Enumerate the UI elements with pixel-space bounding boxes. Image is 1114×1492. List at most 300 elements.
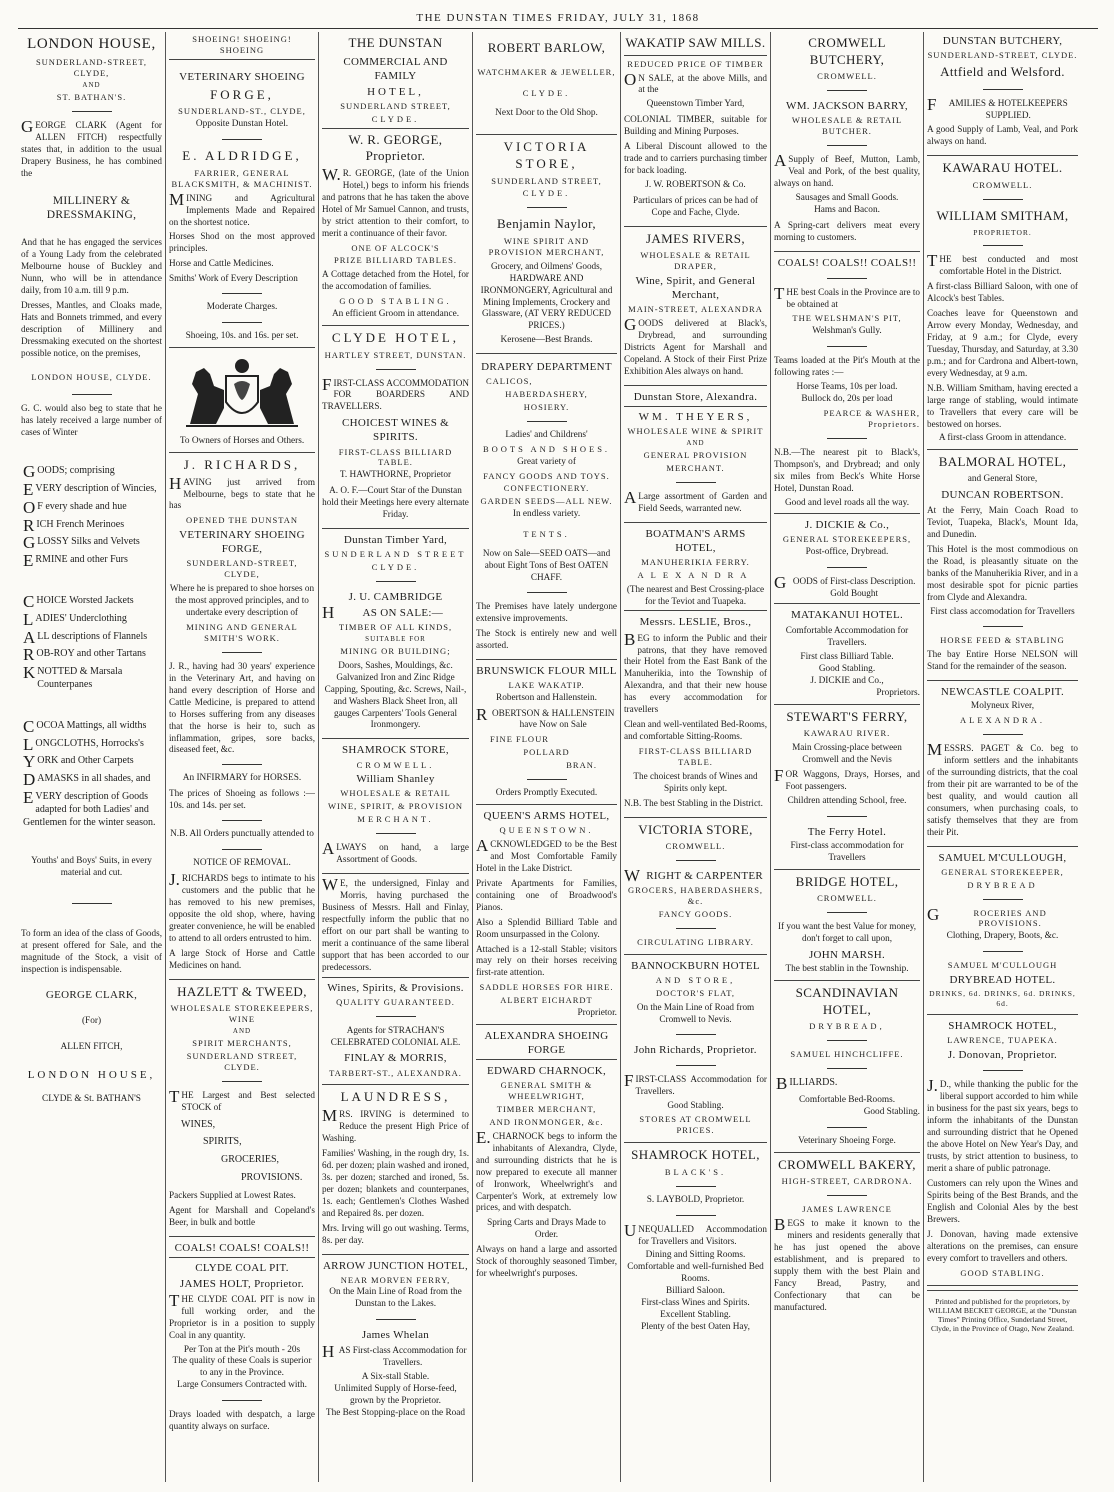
ad-name: S. LAYBOLD, Proprietor. [646, 1194, 745, 1205]
ad-paragraph: FAMILIES & HOTELKEEPERS SUPPLIED. [927, 94, 1068, 120]
ad-paragraph: Customers can rely upon the Wines and Spirits being of the Best Brands, and the English and Colonial Ales by the best Brewers. [927, 1177, 1078, 1224]
ad-paragraph: BEG to inform the Public and their patrons, that they have removed their Hotel from the East Bank of the Manuherikia, into the Township of Alexandra, and that their new house has every accommodation for travellers [624, 629, 767, 715]
ad-paragraph: ALWAYS on hand, a large Assortment of Goods. [322, 839, 469, 865]
alexandra-shoeing-forge-ad [476, 1029, 617, 1287]
divider [376, 1319, 416, 1320]
column-4 [473, 32, 621, 1482]
ad-trade: FARRIER, GENERAL BLACKSMITH, & MACHINIST. [171, 167, 313, 189]
list-item: PROVISIONS. [241, 1171, 303, 1183]
list-item: CHOICE Worsted Jackets [23, 592, 134, 612]
ad-address: CROMWELL. [356, 759, 435, 770]
list-item: ROB-ROY and other Tartans [23, 645, 146, 665]
ad-address: TARBERT-ST., ALEXANDRA. [329, 1067, 462, 1078]
ad-paragraph: THE CLYDE COAL PIT is now in full working order, and the Proprietor is in a position to supply Coal in any quantity. [169, 1290, 315, 1340]
ad-paragraph: Youths' and Boys' Suits, in every material and cut. [31, 855, 152, 878]
divider [222, 849, 262, 850]
divider [676, 928, 716, 929]
divider [827, 1127, 867, 1128]
boatmans-arms-ad [624, 527, 767, 818]
ad-title: Dunstan Timber Yard, [343, 534, 448, 547]
ad-address: LAKE WAKATIP. [508, 679, 585, 690]
ad-address: SUNDERLAND STREET, CLYDE. [186, 1050, 298, 1072]
ad-address: CROMWELL. [972, 180, 1033, 191]
ad-line: MINING OR BUILDING; [340, 645, 451, 656]
clyde-hotel-ad [322, 330, 469, 529]
ad-title: LONDON HOUSE, [27, 36, 156, 52]
dunstan-store-ad [624, 390, 767, 523]
list-item: SPIRITS, [203, 1136, 242, 1148]
divider [827, 1195, 867, 1196]
divider [827, 816, 867, 817]
signature-location: CLYDE & St. BATHAN'S [42, 1094, 141, 1105]
signature-name: GEORGE CLARK, [45, 989, 138, 1002]
ad-paragraph: Where he is prepared to shoe horses on the most approved principles, and to undertake every description of [169, 583, 315, 618]
ad-address: KAWARAU RIVER. [803, 728, 891, 739]
ad-paragraph: J.D., while thanking the public for the liberal support accorded to him while in business for the past six years, begs to inform the inhabitants of the Dunstan and surrounding district that he Opened the above Hotel on New Year's Day, and trusts, by strict attention to business, to merit a share of public patronage. [927, 1076, 1078, 1174]
ad-line: and General Store, [967, 473, 1038, 484]
ad-address: BLACK'S. [664, 1166, 727, 1177]
ad-line: SUITABLE FOR [365, 634, 426, 643]
ad-address: CROMWELL. [817, 71, 877, 82]
ad-line: T. HAWTHORNE, Proprietor [339, 470, 452, 481]
ad-title: SAMUEL M'CULLOUGH, [938, 851, 1067, 864]
ad-paragraph: ROBERTSON & HALLENSTEIN have Now on Sale [476, 704, 615, 730]
ad-line: Good Stabling. [818, 664, 876, 675]
ad-line: Molyneux River, [970, 701, 1035, 712]
ad-paragraph: ASupply of Beef, Mutton, Lamb, Veal and Pork, of the best quality, always on hand. [774, 150, 920, 188]
ad-heading: HAS ON SALE:— [322, 602, 444, 622]
ad-paragraph: A Liberal Discount allowed to the trade and to carriers purchasing timber for back loading. [624, 141, 767, 176]
ad-name: J. RICHARDS, [183, 456, 301, 472]
spacer [21, 442, 162, 460]
ad-paragraph: Clean and well-ventilated Bed-Rooms, and comfortable Sitting-Rooms. [624, 719, 767, 742]
ad-line: GENERAL PROVISION [643, 450, 748, 461]
ad-address: SUNDERLAND STREET, [491, 175, 602, 186]
hazlett-tweed-ad [169, 984, 315, 1237]
ad-name: WRIGHT & CARPENTER [624, 866, 764, 886]
ad-line: Veterinary Shoeing Forge. [798, 1135, 896, 1146]
ad-line: STORES AT CROMWELL PRICES. [639, 1114, 752, 1136]
ad-paragraph: THE best conducted and most comfortable Hotel in the District. [927, 251, 1078, 277]
clyde-coal-pit-ad [169, 1241, 315, 1441]
ad-name: J. DICKIE & Co., [804, 519, 890, 532]
ad-address: ALEXANDRA. [959, 715, 1045, 726]
ad-paragraph: Smiths' Work of Every Description [169, 273, 298, 284]
ad-line: WHOLESALE & RETAIL [340, 788, 451, 799]
ad-heading: DRAPERY DEPARTMENT [476, 353, 617, 374]
ad-heading: The Ferry Hotel. [807, 825, 887, 838]
ad-line: AND IRONMONGER, &c. [489, 1116, 604, 1127]
advertisement-columns [18, 32, 1098, 1482]
ad-paragraph: (The nearest and Best Crossing-place for the Teviot and Tuapeka. [626, 583, 765, 606]
ad-name: J. U. CAMBRIDGE [348, 590, 443, 603]
ad-line: Proprietors. [876, 687, 920, 698]
spacer [21, 834, 162, 852]
ad-line: Comfortable Bed-Rooms. [798, 1094, 896, 1105]
ad-line: In endless variety. [512, 509, 581, 520]
divider [222, 652, 262, 653]
divider [676, 1065, 716, 1066]
ad-title: SHAMROCK HOTEL, [631, 1147, 760, 1163]
ad-line: First class accomodation for Travellers [930, 606, 1075, 617]
ad-line: DRINKS, 6d. DRINKS, 6d. DRINKS, 6d. [929, 989, 1076, 1008]
divider [827, 1068, 867, 1069]
ad-paragraph: The Stock is entirely new and well assorted. [476, 627, 617, 650]
ad-title: COALS! COALS!! COALS!! [777, 256, 917, 269]
ad-title: QUEEN'S ARMS HOTEL, [483, 809, 610, 822]
kawarau-hotel-ad [927, 160, 1078, 450]
spacer [21, 697, 162, 715]
ad-line: An efficient Groom in attendance. [331, 309, 460, 320]
divider [376, 833, 416, 834]
ad-house: LONDON HOUSE, CLYDE. [31, 371, 152, 382]
ad-paragraph: The choicest brands of Wines and Spirits only kept. [633, 770, 758, 793]
divider [827, 278, 867, 279]
ad-title: MATAKANUI HOTEL. [774, 603, 920, 622]
list-item: GLOSSY Silks and Velvets [23, 533, 140, 553]
ad-title: NEWCASTLE COALPIT. [940, 686, 1065, 699]
divider [983, 899, 1023, 900]
arrow-junction-hotel-ad [322, 1259, 469, 1424]
ad-line: GENERAL STOREKEEPERS, [782, 534, 912, 545]
ad-line: First-class Wines and Spirits. [641, 1298, 750, 1309]
ad-address: SUNDERLAND-STREET, CLYDE, [35, 57, 148, 79]
ad-line: Sausages and Small Goods. [795, 192, 899, 203]
ad-line: MINING AND GENERAL SMITH'S WORK. [186, 622, 298, 643]
ad-paragraph: FIRST-CLASS Accommodation for Travellers. [624, 1070, 767, 1096]
ad-line: FANCY GOODS. [658, 909, 733, 920]
ad-paragraph: GEORGE CLARK (Agent for ALLEN FITCH) respectfully states that, in addition to the usual Drapery Business, he has combined the [21, 116, 162, 178]
ad-line: An INFIRMARY for HORSES. [182, 773, 302, 784]
ad-paragraph: Coaches leave for Queenstown and Arrow every Monday, Wednesday, and Friday, at 9 a.m.; for Clyde, every Tuesday, Thursday, and Saturday, at 3.30 p.m.; and for Cardrona and Albert-town, every Wednesday, at 9 a.m. [927, 307, 1078, 378]
ad-paragraph: On the Main Line of Road from Cromwell to Nevis. [636, 1001, 755, 1024]
ad-paragraph: To form an idea of the class of Goods, at present offered for Sale, and the magnitude of the Stock, a visit of inspection is indispensable. [21, 928, 162, 975]
ad-line: WHOLESALE & RETAIL BUTCHER. [791, 115, 903, 137]
ad-line: BOOTS AND SHOES. [482, 443, 611, 454]
ad-line: A Six-stall Stable. [361, 1372, 430, 1383]
ad-paragraph: ALarge assortment of Garden and Field Seeds, warranted new. [624, 487, 767, 513]
ad-heading: MILLINERY & DRESSMAKING, [46, 194, 137, 222]
ad-line: N.B. All Orders punctually attended to [170, 829, 314, 840]
ad-line: Good Stabling. [863, 1106, 920, 1117]
signature-for: (For) [81, 1016, 102, 1027]
ad-line: TIMBER OF ALL KINDS, [338, 622, 453, 632]
spacer [21, 572, 162, 590]
queens-arms-hotel-ad [476, 809, 617, 1025]
ad-paragraph: At the Ferry, Main Coach Road to Teviot, Tuapeka, Black's, Mount Ida, and Dunedin. [927, 504, 1078, 539]
horse-owners-ad [169, 354, 315, 453]
ad-line: Queenstown Timber Yard, [646, 99, 745, 110]
ad-line: Plenty of the best Oaten Hay, [641, 1321, 750, 1332]
ad-paragraph: This Hotel is the most commodious on the Road, is pleasantly situate on the banks of the Manuherikia River, and in a most desirable spot for picnic parties from Clyde and Alexandra. [927, 543, 1078, 602]
ad-line: Post-office, Drybread. [805, 547, 889, 558]
ad-paragraph: N.B.—The nearest pit to Black's, Thompson's, and Drybread; and only six miles from Beck's White Horse Hotel, Dunstan Road. [774, 446, 920, 493]
ad-name: JOHN MARSH. [808, 949, 886, 962]
balmoral-hotel-ad [927, 454, 1078, 681]
ad-line: NOTICE OF REMOVAL. [193, 858, 291, 869]
ad-address: MAIN-STREET, ALEXANDRA [628, 304, 763, 315]
list-item: ERMINE and other Furs [23, 551, 128, 571]
divider [527, 592, 567, 593]
ad-name: WM. JACKSON BARRY, [786, 100, 908, 113]
divider [72, 394, 112, 395]
list-item: LONGCLOTHS, Horrocks's [23, 734, 144, 754]
ad-line: SPIRIT MERCHANTS, [192, 1037, 292, 1048]
ad-line: WATCHMAKER & JEWELLER, [477, 66, 616, 77]
ad-line: MERCHANT. [666, 462, 725, 473]
ad-paragraph: E.CHARNOCK begs to inform the inhabitants of Alexandra, Clyde, and surrounding districts that he is now prepared to execute all manner of Ironwork, Wheelwright's and Carpenter's Work, at extremely low prices, and with despatch. [476, 1127, 617, 1213]
ad-line: Good and level roads all the way. [784, 497, 910, 508]
column-6 [771, 32, 924, 1482]
ad-address: DRYBREAD, [809, 1021, 885, 1032]
ad-line: CIRCULATING LIBRARY. [637, 936, 754, 947]
ad-line: WINE SPIRIT AND PROVISION MERCHANT, [488, 235, 605, 257]
ad-heading: Wines, Spirits, & Provisions. [322, 977, 469, 995]
shamrock-store-ad [322, 743, 469, 874]
bridge-hotel-ad [774, 874, 920, 981]
ad-address: SUNDERLAND STREET, [340, 100, 451, 111]
ad-paragraph: Spring Carts and Drays Made to Order. [487, 1217, 606, 1240]
dunstan-butchery-ad [927, 34, 1078, 156]
divider [827, 346, 867, 347]
divider [827, 90, 867, 91]
column-1 [18, 32, 166, 1482]
ad-paragraph: The Premises have lately undergone extensive improvements. [476, 600, 617, 623]
ad-name: EDWARD CHARNOCK, [476, 1059, 617, 1078]
ad-line: Hams and Bacon. [814, 204, 880, 215]
divider [376, 369, 416, 370]
ad-line: GROCERIES AND PROVISIONS. [927, 904, 1047, 929]
horse-crest-icon [169, 354, 315, 430]
ad-line: Moderate Charges. [206, 302, 278, 313]
ad-paragraph: A good Supply of Lamb, Veal, and Pork always on hand. [927, 124, 1078, 147]
ad-line: REDUCED PRICE OF TIMBER [624, 55, 767, 70]
ad-line: Orders Promptly Executed. [495, 788, 598, 799]
newcastle-coalpit-ad [927, 685, 1078, 846]
ad-name: Attfield and Welsford. [940, 63, 1065, 79]
ad-line: ALBERT EICHARDT [500, 995, 593, 1006]
ad-line: BRAN. [566, 760, 597, 771]
ad-paragraph: Particulars of prices can be had of Cope and Fache, Clyde. [632, 194, 758, 217]
ad-title: SHAMROCK HOTEL, [948, 1020, 1057, 1033]
ad-line: The Best Stopping-place on the Road [325, 1407, 466, 1418]
wakatip-saw-mills-ad [624, 35, 767, 227]
ad-name: JAMES HOLT, Proprietor. [179, 1277, 305, 1290]
ad-name: Messrs. LESLIE, Bros., [624, 610, 767, 629]
divider [983, 199, 1023, 200]
ad-paragraph: W.R. GEORGE, (late of the Union Hotel,) begs to inform his friends and patrons that he has taken the above Hotel of Mr Samuel Cannon, and trusts, by strict attention to their comfort, to merit a continuance of their favor. [322, 164, 469, 238]
ad-title: COMMERCIAL AND FAMILY [343, 55, 448, 82]
ad-paragraph: Now on Sale—SEED OATS—and about Eight Tons of Best OATEN CHAFF. [482, 548, 611, 582]
timber-yard-ad [322, 533, 469, 739]
column-5 [621, 32, 771, 1482]
ad-line: Great variety of [517, 456, 576, 467]
ad-paragraph: A first-class Billiard Saloon, with one of Alcock's best Tables. [927, 281, 1078, 303]
divider [527, 779, 567, 780]
ad-title: VICTORIA STORE, [638, 821, 753, 837]
ad-paragraph: And that he has engaged the services of a Young Lady from the celebrated Melbourne house of Buckley and Nunn, who will be in attendance daily, from 10 a.m. till 9 p.m. [21, 236, 162, 295]
list-item: ALL descriptions of Flannels [23, 627, 148, 647]
ad-line: MERCHANT. [357, 814, 434, 825]
ad-paragraph: Families' Washing, in the rough dry, 1s. 6d. per dozen; plain washed and ironed, 3s. per dozen; starched and ironed, 5s. per dozen; blankets and counterpanes, 1s. each; Gentlemen's Clothes Washed and Repaired 8s. per dozen. [322, 1147, 469, 1218]
ad-title: DRYBREAD HOTEL. [949, 974, 1056, 987]
richards-forge-ad [169, 457, 315, 980]
ad-line: GENERAL SMITH & WHEELWRIGHT, [500, 1080, 593, 1102]
ad-line: PROPRIETOR. [973, 227, 1032, 237]
list-item: EVERY description of Wincies, [23, 480, 157, 500]
list-item: OF every shade and hue [23, 497, 127, 517]
ad-line: Good Stabling. [667, 1100, 724, 1111]
ad-line: FANCY GOODS AND TOYS. [483, 470, 610, 481]
ad-line: Ladies' and Childrens' [505, 429, 588, 440]
newspaper-page [18, 8, 1098, 1484]
list-item: LADIES' Underclothing [23, 609, 127, 629]
ad-paragraph: Agents for STRACHAN'S CELEBRATED COLONIAL ALE. [330, 1024, 461, 1047]
ad-title: ARROW JUNCTION HOTEL, [322, 1259, 469, 1272]
ad-title: AND STORE, [655, 974, 736, 985]
bannockburn-hotel-ad [624, 959, 767, 1143]
ad-name: W. R. GEORGE, Proprietor. [322, 128, 469, 165]
ad-paragraph: Dresses, Mantles, and Cloaks made, Hats and Bonnets trimmed, and every description of Millinery and Dressmaking executed on the shortest possible notice, on the premises, [21, 299, 162, 358]
ad-paragraph: MESSRS. PAGET & Co. beg to inform settlers and the inhabitants of the surrounding districts, that the coal from their pit are warranted to be of the best quality, and would caution all consumers, when purchasing coals, to satisfy themselves that they are from their Pit. [927, 740, 1078, 837]
ad-paragraph: FOR Waggons, Drays, Horses, and Foot passengers. [774, 766, 920, 792]
ad-line: Horse Teams, 10s per load. [796, 382, 898, 393]
divider [222, 1081, 262, 1082]
ad-paragraph: HAVING just arrived from Melbourne, begs to state that he has [169, 473, 315, 511]
ad-paragraph: WE, the undersigned, Finlay and Morris, having purchased the Business of Messrs. Hall and Finlay, respectfully inform the public that no effort on our part shall be wanting to merit a continuance of the same liberal support that has been accorded to our predecessors. [322, 874, 469, 972]
divider [222, 322, 262, 323]
ad-title: VICTORIA STORE, [503, 139, 590, 171]
masthead: THE DUNSTAN TIMES FRIDAY, JULY 31, 1868 [18, 8, 1098, 29]
ad-title: CROMWELL BAKERY, [778, 1156, 916, 1172]
ad-line: HORSE FEED & STABLING [940, 635, 1065, 646]
imprint-text: Printed and published for the proprietors, by WILLIAM BECKET GEORGE, at the "Dunstan Times" Printing Office, Sunderland Street, Clyde, in the Province of Otago, New Zealand. [928, 1296, 1077, 1333]
ad-address: DRYBREAD [967, 879, 1038, 890]
laundress-ad [322, 1089, 469, 1254]
ad-paragraph: HAS First-class Accommodation for Travellers. [322, 1342, 467, 1368]
ad-line: Unlimited Supply of Horse-feed, grown by the Proprietor. [334, 1384, 457, 1407]
divider [827, 1040, 867, 1041]
ad-line: WHOLESALE & RETAIL DRAPER, [640, 250, 751, 272]
ad-paragraph: A Spring-cart delivers meat every morning to customers. [774, 219, 920, 242]
ad-line: Children attending School, free. [787, 796, 907, 806]
stewarts-ferry-ad [774, 709, 920, 870]
ad-paragraph: N.B. William Smitham, having erected a large range of stabling, would intimate to Travellers that every care will be bestowed on horses. [927, 382, 1078, 429]
divider [222, 293, 262, 294]
ad-name: James Whelan [361, 1329, 430, 1342]
ad-and: AND [82, 80, 101, 89]
ad-address: HARTLEY STREET, DUNSTAN. [324, 349, 467, 360]
divider [222, 139, 262, 140]
divider [983, 626, 1023, 627]
ad-line: GARDEN SEEDS—ALL NEW. [480, 496, 613, 507]
ad-paragraph: FIRST-CLASS ACCOMMODATION FOR BOARDERS AND TRAVELLERS. [322, 374, 469, 412]
ad-name: E. ALDRIDGE, [182, 148, 302, 164]
victoria-store-cromwell-ad [624, 822, 767, 955]
ad-line: The quality of these Coals is superior to any in the Province. [172, 1356, 312, 1379]
ad-paragraph: Always on hand a large and assorted Stock of thoroughly seasoned Timber, for wheelwright's purposes. [476, 1244, 617, 1279]
ad-paragraph: BEGS to make it known to the miners and residents generally that he has just opened the above establishment, and is prepared to supply them with the best Plain and Fancy Bread, Pastry, and Confectionary that can be manufactured. [774, 1214, 920, 1312]
ad-line: CONFECTIONERY. [503, 483, 590, 494]
divider [676, 1034, 716, 1035]
ad-title: VETERINARY SHOEING [179, 70, 305, 83]
ad-paragraph: J. R., having had 30 years' experience in the Veterinary Art, and having on hand every description of Horse and Cattle Medicine, is prepared to attend to Horses suffering from any diseases that the horse is heir to, such as inflammation, gripes, sore backs, diseased feet, &c. [169, 660, 315, 755]
list-item: COCOA Mattings, all widths [23, 716, 147, 736]
ad-line: Bullock do, 20s per load [801, 394, 893, 405]
ad-paragraph: Agent for Marshall and Copeland's Beer, in bulk and bottle [169, 1204, 315, 1227]
ad-paragraph: J. Donovan, having made extensive alterations on the premises, can ensure every comfort to travellers and others. [927, 1228, 1078, 1263]
ad-heading: THE WELSHMAN'S PIT, [792, 313, 902, 324]
ad-line: FIRST-CLASS BILLIARD TABLE. [638, 746, 753, 768]
ad-line: FINE FLOUR [490, 734, 549, 745]
divider [222, 764, 262, 765]
ad-address: CROMWELL. [817, 893, 877, 904]
ad-title: SHAMROCK STORE, [342, 744, 449, 757]
ad-paragraph: GOODS of First-class Description. Gold Bought [774, 573, 916, 599]
ad-line: Large Consumers Contracted with. [177, 1380, 307, 1391]
cromwell-butchery-ad [774, 35, 920, 252]
ad-paragraph: Also a Splendid Billiard Table and Room unsurpassed in the Colony. [476, 916, 617, 939]
ad-title: CLYDE HOTEL, [331, 330, 460, 345]
ad-paragraph: The prices of Shoeing as follows :— 10s. and 14s. per set. [169, 788, 315, 811]
ad-line: WINE, SPIRIT, & PROVISION [327, 801, 464, 812]
ad-paragraph: Doors, Sashes, Mouldings, &c. Galvanized Iron and Zinc Ridge Capping, Spouting, &c. Screws, Nail-, and Washers Black Sheet Iron, all gauges Carpenters' Tools General Ironmongery. [324, 659, 467, 730]
list-item: GROCERIES, [221, 1154, 280, 1166]
ad-paragraph: If you want the best Value for money, don't forget to call upon, [777, 921, 917, 944]
ad-line: GOOD STABLING. [339, 296, 452, 307]
list-item: KNOTTED & Marsala Counterpanes [23, 663, 123, 690]
divider [222, 820, 262, 821]
ad-paragraph: THE best Coals in the Province are to be obtained at [774, 283, 920, 309]
ad-title: CROMWELL BUTCHERY, [808, 35, 886, 67]
list-item: GOODS; comprising [23, 462, 115, 482]
ad-line: QUALITY GUARANTEED. [336, 996, 455, 1007]
ad-line: Robertson and Hallenstein. [496, 692, 597, 703]
finlay-morris-ad [322, 874, 469, 1085]
ad-name: HAZLETT & TWEED, [177, 983, 307, 999]
ad-line: SADDLE HORSES FOR HIRE. [479, 982, 614, 993]
ad-paragraph: A Cottage detached from the Hotel, for the accomodation of families. [322, 269, 469, 292]
divider [222, 1400, 262, 1401]
ad-line: CALICOS, [486, 376, 533, 387]
ad-banner: SHOEING! SHOEING! SHOEING [169, 34, 315, 60]
ad-paragraph: GOODS delivered at Black's, Drybread, and surrounding Districts Agent for Marshall and Copeland. A Stock of their First Prize Exhibition Ales always on hand. [624, 315, 767, 377]
ad-paragraph: A large Stock of Horse and Cattle Medicines on hand. [169, 947, 315, 970]
ad-paragraph: MINING and Agricultural Implements Made and Repaired on the shortest notice. [169, 189, 315, 227]
ad-title: BOATMAN'S ARMS HOTEL, [645, 527, 746, 554]
ad-address: CLYDE. [522, 87, 571, 98]
ad-title: ROBERT BARLOW, [487, 40, 606, 55]
welshmans-pit-ad [774, 256, 920, 515]
ad-title: JAMES RIVERS, [645, 230, 746, 246]
ad-heading: VETERINARY SHOEING FORGE, [179, 529, 305, 556]
ad-line: Proprietor. [577, 1008, 617, 1019]
ad-line: GROCERS, HABERDASHERS, &c. [627, 885, 764, 907]
ad-address: MANUHERIKIA FERRY. [641, 556, 750, 567]
ad-line: WHOLESALE WINE & SPIRIT [627, 426, 764, 437]
ad-line: GOOD STABLING. [960, 1267, 1045, 1278]
ad-title: FORGE, [210, 86, 274, 102]
ad-line: PRIZE BILLIARD TABLES. [334, 255, 457, 266]
ad-paragraph: MRS. IRVING is determined to Reduce the present High Price of Washing. [322, 1106, 469, 1143]
ad-paragraph: G. C. would also beg to state that he has lately received a large number of cases of Winter [21, 403, 162, 438]
ad-name: FINLAY & MORRIS, [344, 1052, 447, 1065]
ad-heading: Wine, Spirit, and General Merchant, [635, 275, 756, 302]
ad-paragraph: Packers Supplied at Lowest Rates. [169, 1189, 296, 1200]
ad-address: CLYDE. [371, 113, 420, 124]
column-7 [924, 32, 1081, 1482]
ad-title: BALMORAL HOTEL, [938, 454, 1067, 470]
